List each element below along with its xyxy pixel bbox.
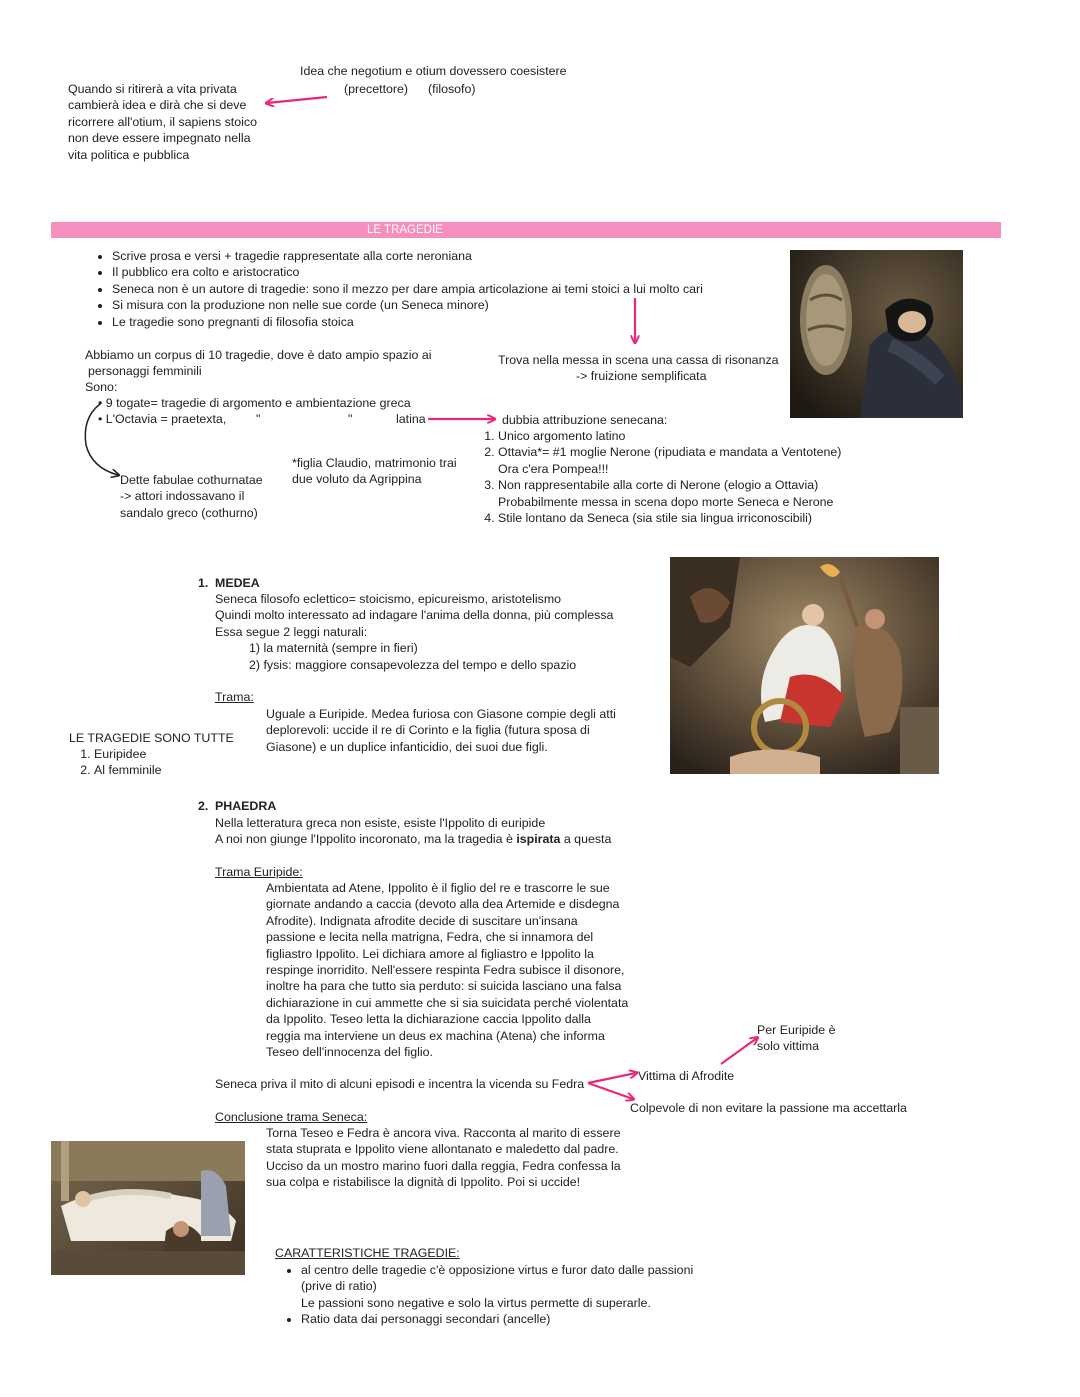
- dubbia-item-line: Stile lontano da Seneca (sia stile sia lingua irriconoscibili): [498, 511, 813, 526]
- dubbia-item-line: Ottavia*= #1 moglie Nerone (ripudiata e mandata a Ventotene): [498, 445, 842, 460]
- fabulae-line: -> attori indossavano il: [120, 489, 245, 504]
- phaedra-trama-line: reggia ma interviene un deus ex machina (Atena) che informa: [266, 1028, 605, 1043]
- tutte-item: 1. Euripidee: [94, 746, 254, 762]
- caratteristiche-list: [285, 1262, 761, 1328]
- medea-body: [215, 591, 655, 640]
- tutte-list: [76, 746, 254, 779]
- cassa-line: -> fruizione semplificata: [576, 369, 707, 383]
- caratteristiche-item: • Ratio data dai personaggi secondari (ancelle): [301, 1311, 761, 1327]
- phaedra-title: PHAEDRA: [215, 799, 277, 813]
- cassa-line: Trova nella messa in scena una cassa di risonanza: [498, 353, 779, 367]
- ditto-mark: ": [348, 412, 353, 426]
- phaedra-trama-line: figliastro Ippolito. Lei dichiara amore al figliastro e Ippolito la: [266, 946, 594, 961]
- conclusione-line: Torna Teseo e Fedra è ancora viva. Racconta al marito di essere: [266, 1126, 621, 1140]
- filosofo-label: (filosofo): [428, 82, 476, 96]
- dubbia-item-line: Non rappresentabile alla corte di Nerone (elogio a Ottavia): [498, 478, 819, 493]
- phaedra-trama-line: Teseo dell'innocenza del figlio.: [266, 1045, 433, 1060]
- phaedra-trama-line: inoltre ha para che tutto sia perduto: si suicida lasciano una falsa: [266, 979, 622, 994]
- otium-note-line: ricorrere all'otium, il sapiens stoico: [68, 114, 257, 129]
- arrow-to-vittima: [588, 1073, 636, 1083]
- per-euripide-line: solo vittima: [757, 1039, 819, 1054]
- medea-trama-line: Giasone) e un duplice infanticidio, dei suoi due figli.: [266, 739, 548, 754]
- claudio-line: due voluto da Agrippina: [292, 472, 422, 487]
- phaedra-trama-line: giornate andando a caccia (devoto alla dea Artemide e disdegna: [266, 897, 620, 912]
- caratteristiche-line: (prive di ratio): [301, 1279, 377, 1294]
- otium-note-line: vita politica e pubblica: [68, 147, 190, 162]
- dubbia-item-line: Unico argomento latino: [498, 429, 626, 443]
- dubbia-item: [498, 510, 898, 526]
- otium-note-line: cambierà idea e dirà che si deve: [68, 98, 247, 113]
- claudio-line: *figlia Claudio, matrimonio trai: [292, 456, 457, 470]
- precettore-label: (precettore): [344, 82, 409, 96]
- medea-title: MEDEA: [215, 576, 260, 590]
- otium-note-line: Quando si ritirerà a vita privata: [68, 82, 237, 96]
- latina-label: latina: [396, 412, 426, 426]
- corpus-item-text: 9 togate= tragedie di argomento e ambientazione greca: [105, 396, 411, 410]
- intro-bullet: • Scrive prosa e versi + tragedie rappresentate alla corte neroniana: [112, 248, 772, 264]
- medea-line: Quindi molto interessato ad indagare l'anima della donna, più complessa: [215, 608, 614, 623]
- intro-bullet: • Le tragedie sono pregnanti di filosofia stoica: [112, 314, 772, 330]
- phaedra-trama: [266, 880, 686, 1060]
- intro-bullets: [96, 248, 772, 330]
- idea-line: Idea che negotium e otium dovessero coesistere: [300, 64, 567, 78]
- phaedra-line-part: A noi non giunge l'Ippolito incoronato, ma la tragedia è: [215, 832, 517, 846]
- section-header-bar: [51, 222, 1001, 238]
- arrow-to-per-euripide: [721, 1038, 757, 1064]
- dubbia-item: [498, 444, 898, 477]
- otium-note: [68, 81, 278, 163]
- medea-trama-line: deplorevoli: uccide il re di Corinto e la figlia (futura sposa di: [266, 723, 590, 738]
- medea-line: Essa segue 2 leggi naturali:: [215, 624, 368, 639]
- corpus-item-togate: • 9 togate= tragedie di argomento e ambientazione greca: [98, 396, 411, 410]
- corpus-line: Abbiamo un corpus di 10 tragedie, dove è dato ampio spazio ai: [85, 348, 432, 362]
- otium-note-line: non deve essere impegnato nella: [68, 131, 251, 146]
- phaedra-emphasis: ispirata: [516, 832, 561, 846]
- caratteristiche-line: Le passioni sono negative e solo la virtus permette di superarle.: [301, 1295, 651, 1310]
- medea-trama-line: Uguale a Euripide. Medea furiosa con Giasone compie degli atti: [266, 707, 616, 721]
- conclusione-body: [266, 1125, 686, 1191]
- fabulae-line: Dette fabulae cothurnatae: [120, 473, 263, 487]
- caratteristiche-item: [301, 1262, 761, 1311]
- conclusione-line: Ucciso da un mostro marino fuori dalla reggia, Fedra confessa la: [266, 1158, 621, 1173]
- ditto-mark: ": [256, 412, 261, 426]
- medea-trama: [266, 706, 666, 755]
- claudio-note: [292, 455, 472, 488]
- vittima-label: Vittima di Afrodite: [638, 1069, 735, 1083]
- per-euripide-note: [757, 1022, 877, 1055]
- tutte-title: LE TRAGEDIE SONO TUTTE: [69, 731, 234, 745]
- corpus-line: personaggi femminili: [88, 364, 202, 378]
- phaedra-line-part: a questa: [560, 832, 612, 846]
- colpevole-label: Colpevole di non evitare la passione ma accettarla: [630, 1101, 907, 1115]
- tutte-item: 2. Al femminile: [94, 762, 254, 778]
- phaedra-line: Nella letteratura greca non esiste, esiste l'Ippolito di euripide: [215, 816, 546, 830]
- painting-medea-chariot: [670, 557, 939, 774]
- dubbia-item: [498, 428, 898, 444]
- corpus-item-octavia: • L'Octavia = praetexta,: [98, 412, 227, 426]
- arrow-to-colpevole: [588, 1083, 633, 1099]
- medea-number: 1.: [198, 576, 209, 590]
- section-title: LE TRAGEDIE: [367, 224, 443, 236]
- dubbia-list: [480, 428, 898, 526]
- phaedra-trama-line: respinge inorridito. Nell'essere respinta Fedra subisce il disonore,: [266, 963, 625, 978]
- medea-trama-label: Trama:: [215, 690, 254, 704]
- phaedra-trama-line: dichiarazione in cui ammette che si sia suicidata perché violentata: [266, 995, 629, 1010]
- seneca-fedra-line: Seneca priva il mito di alcuni episodi e incentra la vicenda su Fedra: [215, 1077, 585, 1091]
- conclusione-line: sua colpa e ristabilisce la dignità di Ippolito. Poi si uccide!: [266, 1175, 581, 1190]
- caratteristiche-line: al centro delle tragedie c'è opposizione virtus e furor dato dalle passioni: [301, 1263, 694, 1277]
- phaedra-trama-line: Afrodite). Indignata afrodite decide di suscitare un'insana: [266, 913, 578, 928]
- dubbia-item: [498, 477, 898, 510]
- medea-law: 1) la maternità (sempre in fieri): [249, 641, 418, 655]
- conclusione-label: Conclusione trama Seneca:: [215, 1110, 368, 1124]
- dubbia-item-line: Ora c'era Pompea!!!: [498, 461, 609, 476]
- phaedra-number: 2.: [198, 799, 209, 813]
- medea-line: Seneca filosofo eclettico= stoicismo, epicureismo, aristotelismo: [215, 592, 562, 606]
- dubbia-title: dubbia attribuzione senecana:: [502, 413, 668, 427]
- conclusione-line: stata stuprata e Ippolito viene allontanato e maledetto dal padre.: [266, 1142, 619, 1157]
- caratteristiche-title: CARATTERISTICHE TRAGEDIE:: [275, 1246, 460, 1260]
- phaedra-line: [215, 831, 611, 847]
- corpus-sono: Sono:: [85, 380, 118, 394]
- medea-law: 2) fysis: maggiore consapevolezza del tempo e dello spazio: [249, 658, 577, 672]
- corpus-item-text: L'Octavia = praetexta,: [105, 412, 227, 426]
- phaedra-trama-label: Trama Euripide:: [215, 865, 303, 879]
- intro-bullet: • Si misura con la produzione non nelle sue corde (un Seneca minore): [112, 297, 772, 313]
- painting-phaedra: [51, 1141, 245, 1275]
- phaedra-trama-line: passione e lecita nella matrigna, Fedra, che si innamora del: [266, 930, 594, 945]
- intro-bullet: • Il pubblico era colto e aristocratico: [112, 264, 772, 280]
- phaedra-trama-line: da Ippolito. Teseo letta la dichiarazione caccia Ippolito dalla: [266, 1012, 591, 1027]
- dubbia-item-line: Probabilmente messa in scena dopo morte Seneca e Nerone: [498, 494, 834, 509]
- fabulae-note: [120, 472, 290, 521]
- phaedra-trama-line: Ambientata ad Atene, Ippolito è il figlio del re e trascorre le sue: [266, 881, 610, 895]
- per-euripide-line: Per Euripide è: [757, 1023, 836, 1037]
- intro-bullet: • Seneca non è un autore di tragedie: sono il mezzo per dare ampia articolazione ai temi stoici a lui molto cari: [112, 281, 772, 297]
- fabulae-line: sandalo greco (cothurno): [120, 505, 258, 520]
- painting-mourning-woman: [790, 250, 963, 418]
